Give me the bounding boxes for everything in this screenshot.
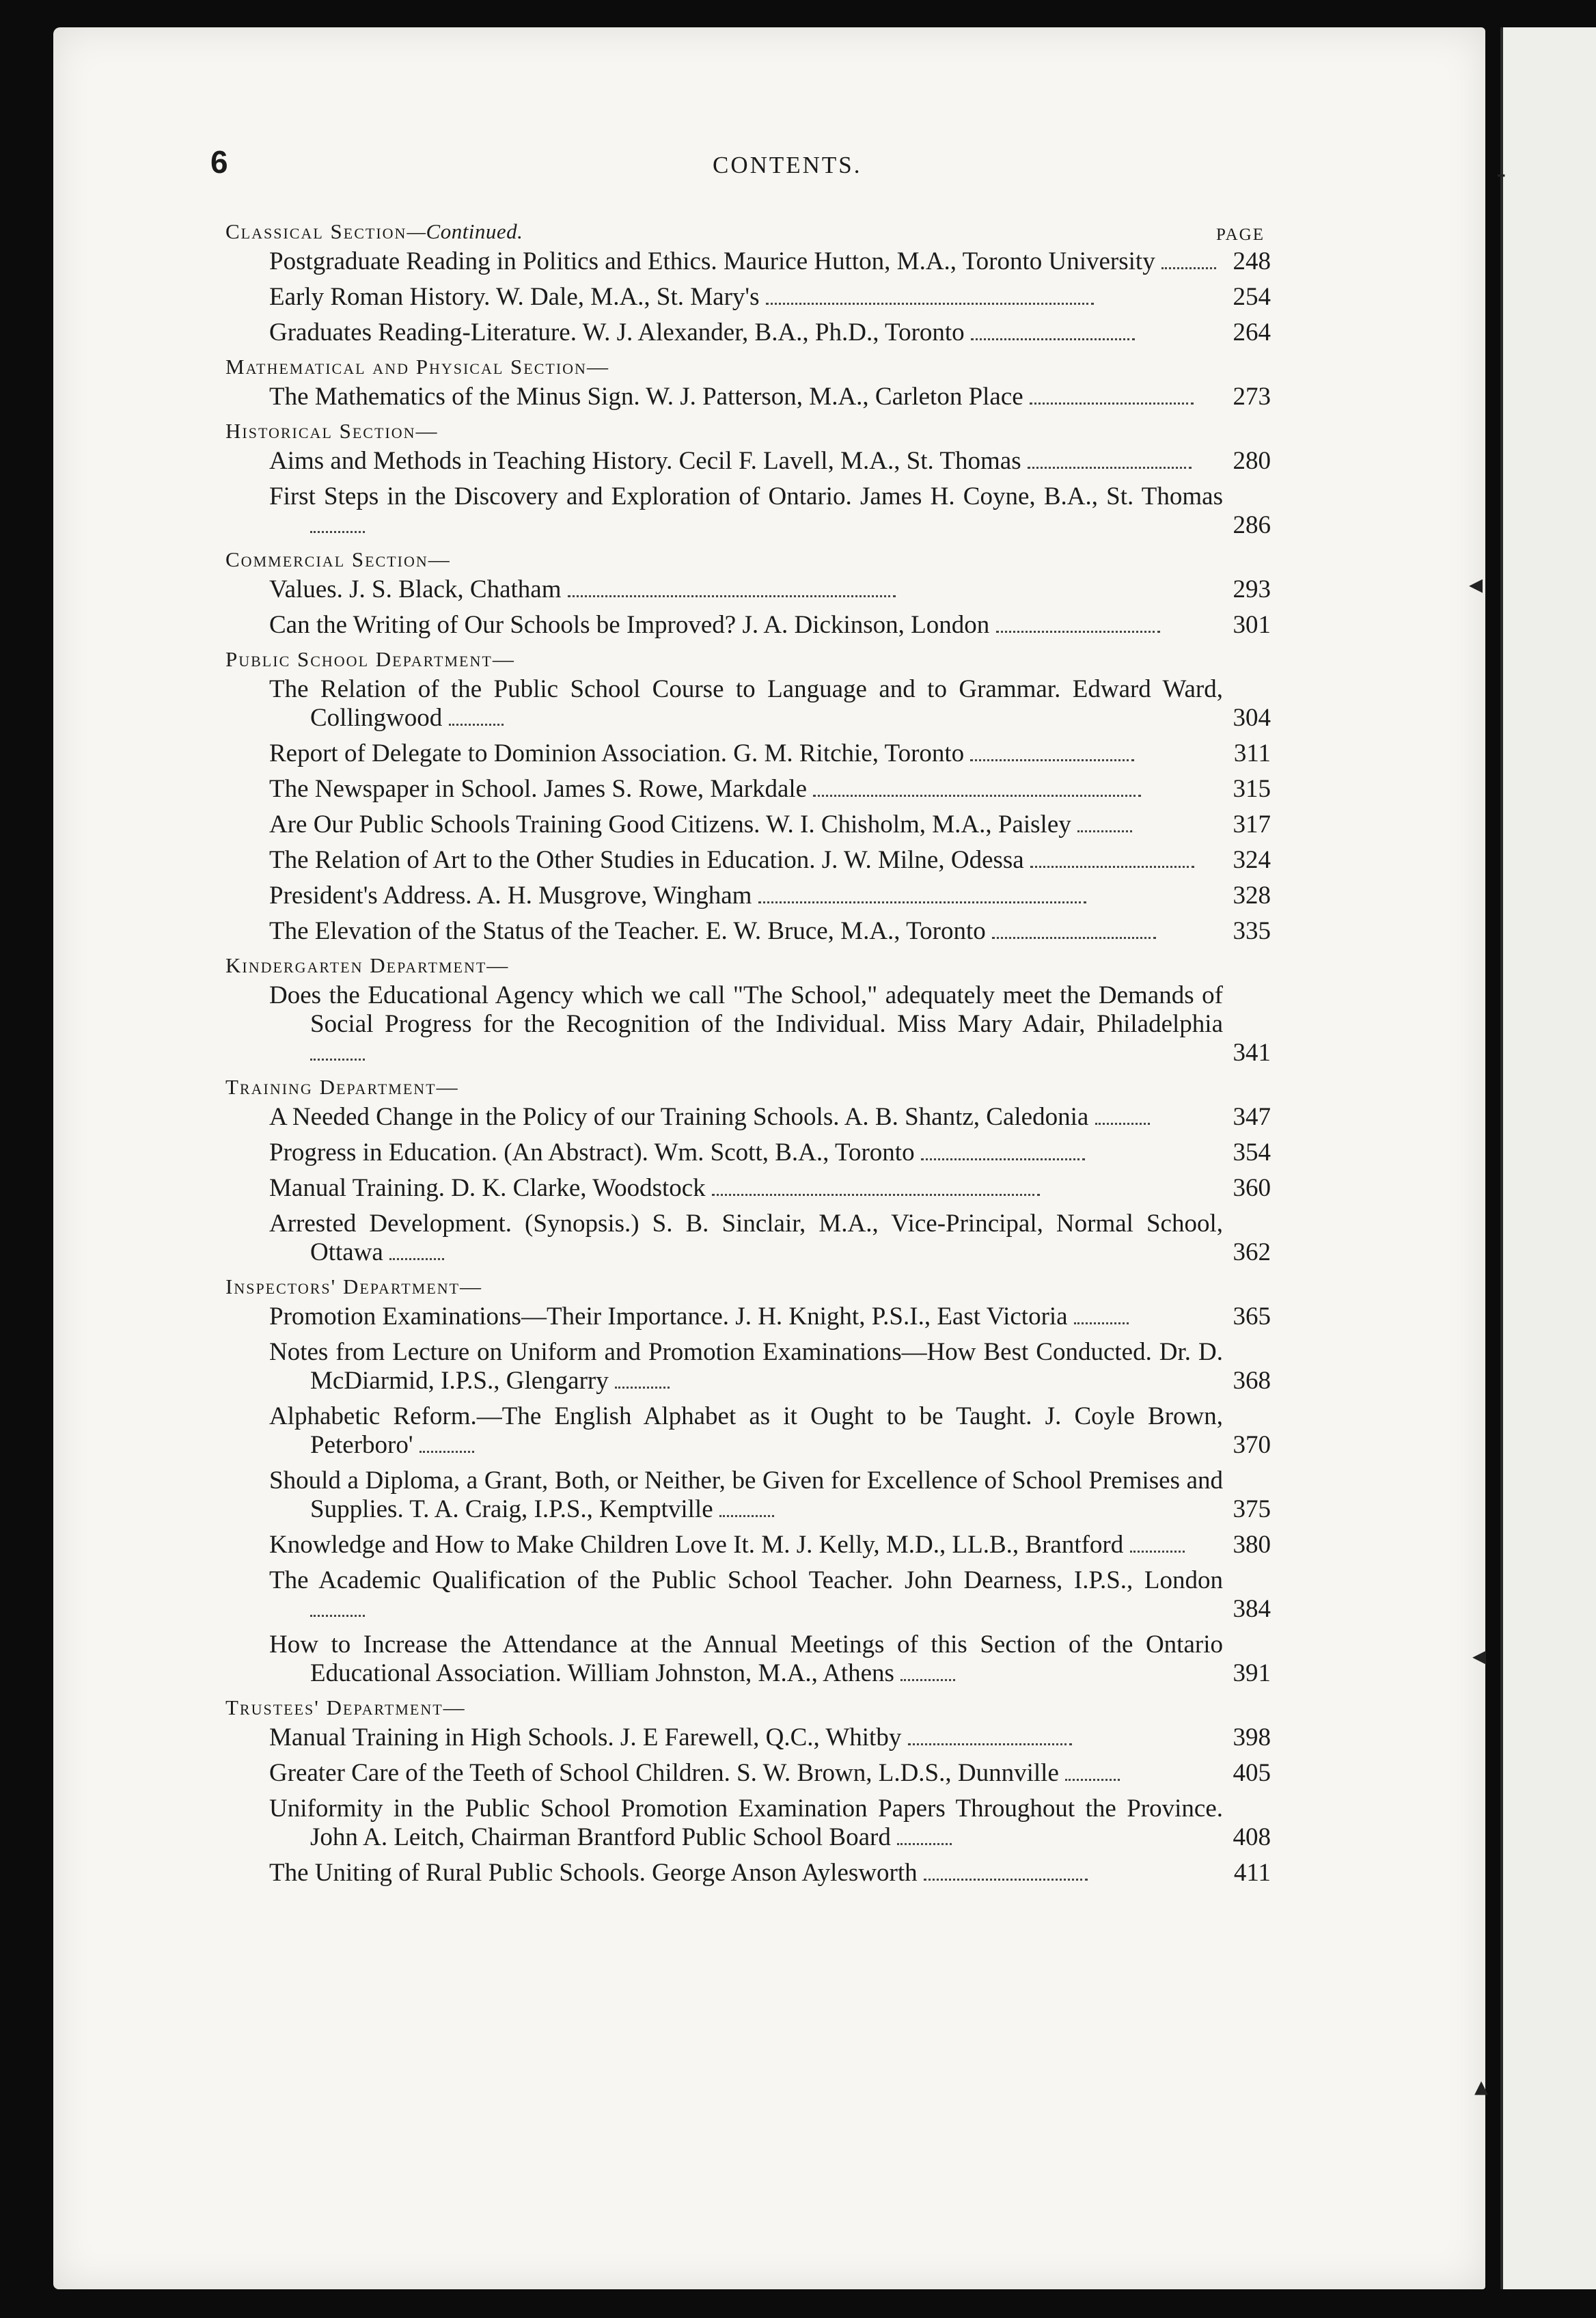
section-name: Classical Section [225,219,407,243]
dot-leader [1030,859,1194,868]
page-ref: 254 [1233,283,1271,311]
dot-leader [970,752,1134,761]
toc-entry[interactable] [225,846,1271,875]
section-heading [225,646,1271,672]
dot-leader [310,524,365,533]
dot-leader [897,1836,952,1845]
entry-title: The Relation of the Public School Course to Language and to Grammar. Edward Ward, Collingwood [269,675,1223,732]
toc-entry[interactable] [225,447,1271,476]
page-ref: 370 [1233,1431,1271,1459]
entry-title: Early Roman History. W. Dale, M.A., St. Mary's [269,283,760,311]
entry-title: Aims and Methods in Teaching History. Cecil F. Lavell, M.A., St. Thomas [269,447,1021,475]
page-ref: 324 [1233,846,1271,874]
section-suffix: — [486,953,510,977]
page-header [210,144,1269,191]
section-heading [225,547,1271,573]
toc-entry[interactable] [225,775,1271,804]
dot-leader [921,1151,1085,1160]
page-ref: 264 [1233,318,1271,346]
section-heading [225,1274,1271,1300]
toc-entry[interactable] [225,1210,1271,1267]
dot-leader [971,331,1135,340]
entry-title: The Mathematics of the Minus Sign. W. J. Patterson, M.A., Carleton Place [269,383,1023,411]
page-ref: 362 [1233,1238,1271,1266]
toc-entry[interactable] [225,1759,1271,1788]
toc-entry[interactable] [225,1338,1271,1395]
page-column-label: PAGE [1216,226,1265,244]
dot-leader [615,1380,670,1389]
entry-title: Graduates Reading-Literature. W. J. Alexander, B.A., Ph.D., Toronto [269,318,965,346]
dot-leader [1030,396,1194,405]
toc-entry[interactable] [225,810,1271,839]
entry-title: Notes from Lecture on Uniform and Promotion Examinations—How Best Conducted. Dr. D. McDiarmid, I.P.S., Glengarry [269,1338,1223,1395]
page-ref: 411 [1233,1859,1271,1887]
section-name: Mathematical and Physical Section [225,355,587,379]
dot-leader [310,1608,365,1617]
dot-leader [1028,460,1192,469]
section-name: Trustees' Department [225,1695,443,1719]
toc-entry[interactable] [225,917,1271,946]
page-ref: 380 [1233,1531,1271,1559]
section-name: Public School Department [225,647,493,671]
dot-leader [719,1508,774,1517]
page-ref: 280 [1233,447,1271,475]
page-ref: 301 [1233,611,1271,639]
dot-leader [758,895,1086,903]
page-ref: 317 [1233,810,1271,838]
section-name: Inspectors' Department [225,1274,460,1298]
section-suffix: — [428,547,451,571]
entry-title: The Academic Qualification of the Public School Teacher. John Dearness, I.P.S., London [269,1566,1223,1594]
dot-leader [568,588,896,597]
toc-entry[interactable] [225,1859,1271,1887]
dot-leader [310,1052,365,1061]
toc-entry[interactable] [225,1303,1271,1331]
page-ref: 286 [1233,511,1271,539]
toc-entry[interactable] [225,283,1271,312]
entry-title: The Relation of Art to the Other Studies in Education. J. W. Milne, Odessa [269,846,1024,874]
toc-entry[interactable] [225,1566,1271,1624]
section-heading [225,219,1271,245]
entry-title: Knowledge and How to Make Children Love It. M. J. Kelly, M.D., LL.B., Brantford [269,1531,1124,1559]
page-ref: 347 [1233,1103,1271,1131]
page-ref: 248 [1233,247,1271,275]
dot-leader [419,1444,474,1453]
entry-title: Should a Diploma, a Grant, Both, or Neither, be Given for Excellence of School Premises and Supplies. T. A. Craig, I.P.S., Kemptville [269,1467,1223,1523]
binding-mark-icon: - [1496,159,1506,190]
page-ref: 315 [1233,775,1271,803]
page-ref: 335 [1233,917,1271,945]
entry-title: The Newspaper in School. James S. Rowe, Markdale [269,775,808,803]
toc-entry[interactable] [225,1723,1271,1752]
toc-entry[interactable] [225,1402,1271,1460]
page-ref: 405 [1233,1759,1271,1787]
entry-title: Manual Training. D. K. Clarke, Woodstock [269,1174,706,1202]
entry-title: The Elevation of the Status of the Teacher. E. W. Bruce, M.A., Toronto [269,917,986,945]
entry-title: First Steps in the Discovery and Exploration of Ontario. James H. Coyne, B.A., St. Thomas [269,482,1223,510]
toc-entry[interactable] [225,611,1271,640]
entry-title: Postgraduate Reading in Politics and Ethics. Maurice Hutton, M.A., Toronto University [269,247,1155,275]
toc-entry[interactable] [225,247,1271,276]
toc-entry[interactable] [225,1138,1271,1167]
section-suffix: — [460,1274,483,1298]
section-suffix: — [586,355,609,379]
toc-entry[interactable] [225,482,1271,540]
page-ref: 328 [1233,882,1271,910]
entry-title: President's Address. A. H. Musgrove, Wingham [269,882,752,910]
page-ref: 311 [1233,739,1271,767]
entry-title: Promotion Examinations—Their Importance. J. H. Knight, P.S.I., East Victoria [269,1303,1068,1331]
dot-leader [766,296,1094,305]
dot-leader [908,1736,1072,1745]
page-ref: 375 [1233,1495,1271,1523]
running-head: CONTENTS. [713,152,862,178]
dot-leader [924,1872,1088,1881]
section-suffix: — [415,419,439,443]
toc-entry[interactable] [225,739,1271,768]
entry-title: Alphabetic Reform.—The English Alphabet as it Ought to be Taught. J. Coyle Brown, Peterboro' [269,1402,1223,1459]
toc-entry[interactable] [225,1795,1271,1852]
entry-title: How to Increase the Attendance at the Annual Meetings of this Section of the Ontario Educational Association. William Johnston, M.A., Athens [269,1631,1223,1687]
binding-mark-icon: ◂ [1472,1640,1487,1672]
dot-leader [449,717,504,726]
section-name: Kindergarten Department [225,953,487,977]
section-heading [225,1695,1271,1721]
dot-leader [1074,1315,1129,1324]
toc-entry[interactable] [225,575,1271,604]
page-ref: 384 [1233,1595,1271,1623]
section-suffix: — [492,647,515,671]
toc-entry[interactable] [225,318,1271,347]
dot-leader [813,788,1141,797]
page-ref: 360 [1233,1174,1271,1202]
entry-title: Uniformity in the Public School Promotion Examination Papers Throughout the Province. John A. Leitch, Chairman Brantford Public School Board [269,1795,1223,1851]
entry-title: Arrested Development. (Synopsis.) S. B. Sinclair, M.A., Vice-Principal, Normal School, Ottawa [269,1210,1223,1266]
binding-mark-icon: ▴ [1474,2071,1489,2102]
table-of-contents [225,217,1271,1894]
facing-page-edge [1503,27,1596,2289]
entry-title: Report of Delegate to Dominion Association. G. M. Ritchie, Toronto [269,739,965,767]
section-name: Training Department [225,1075,437,1099]
page-ref: 391 [1233,1659,1271,1687]
page-ref: 365 [1233,1303,1271,1331]
section-heading [225,354,1271,380]
entry-title: Are Our Public Schools Training Good Citizens. W. I. Chisholm, M.A., Paisley [269,810,1071,838]
entry-title: Greater Care of the Teeth of School Children. S. W. Brown, L.D.S., Dunnville [269,1759,1059,1787]
page-ref: 368 [1233,1367,1271,1395]
toc-entry[interactable] [225,383,1271,411]
toc-entry[interactable] [225,1467,1271,1524]
dot-leader [389,1251,444,1260]
toc-entry[interactable] [225,1631,1271,1688]
toc-entry[interactable] [225,1174,1271,1203]
binding-mark-icon: ◂ [1469,569,1483,600]
dot-leader [996,624,1160,633]
dot-leader [1161,260,1216,269]
section-suffix: —Continued. [407,219,523,243]
section-suffix: — [443,1695,466,1719]
entry-title: Can the Writing of Our Schools be Improved? J. A. Dickinson, London [269,611,990,639]
entry-title: Manual Training in High Schools. J. E Farewell, Q.C., Whitby [269,1723,902,1751]
dot-leader [1095,1116,1150,1125]
section-heading [225,953,1271,979]
entry-title: Values. J. S. Black, Chatham [269,575,562,603]
page-ref: 273 [1233,383,1271,411]
section-name: Historical Section [225,419,416,443]
entry-title: The Uniting of Rural Public Schools. George Anson Aylesworth [269,1859,918,1887]
entry-title: A Needed Change in the Policy of our Training Schools. A. B. Shantz, Caledonia [269,1103,1089,1131]
page-ref: 408 [1233,1823,1271,1851]
dot-leader [1065,1772,1120,1781]
section-suffix: — [436,1075,459,1099]
dot-leader [1130,1544,1185,1553]
section-heading [225,418,1271,444]
dot-leader [992,930,1156,939]
entry-title: Does the Educational Agency which we call "The School," adequately meet the Demands of Social Progress for the Recognition of the Individual. Miss Mary Adair, Philadelphia [269,981,1223,1038]
page-ref: 354 [1233,1138,1271,1167]
toc-entry[interactable] [225,1103,1271,1132]
page-ref: 341 [1233,1039,1271,1067]
page-ref: 304 [1233,704,1271,732]
dot-leader [1077,823,1132,832]
page-ref: 293 [1233,575,1271,603]
page-number: 6 [210,144,228,180]
toc-entry[interactable] [225,882,1271,910]
page-ref: 398 [1233,1723,1271,1751]
section-heading [225,1074,1271,1100]
toc-entry[interactable] [225,981,1271,1067]
toc-entry[interactable] [225,675,1271,733]
dot-leader [712,1187,1040,1196]
section-name: Commercial Section [225,547,428,571]
toc-entry[interactable] [225,1531,1271,1559]
entry-title: Progress in Education. (An Abstract). Wm. Scott, B.A., Toronto [269,1138,915,1167]
dot-leader [900,1672,955,1681]
